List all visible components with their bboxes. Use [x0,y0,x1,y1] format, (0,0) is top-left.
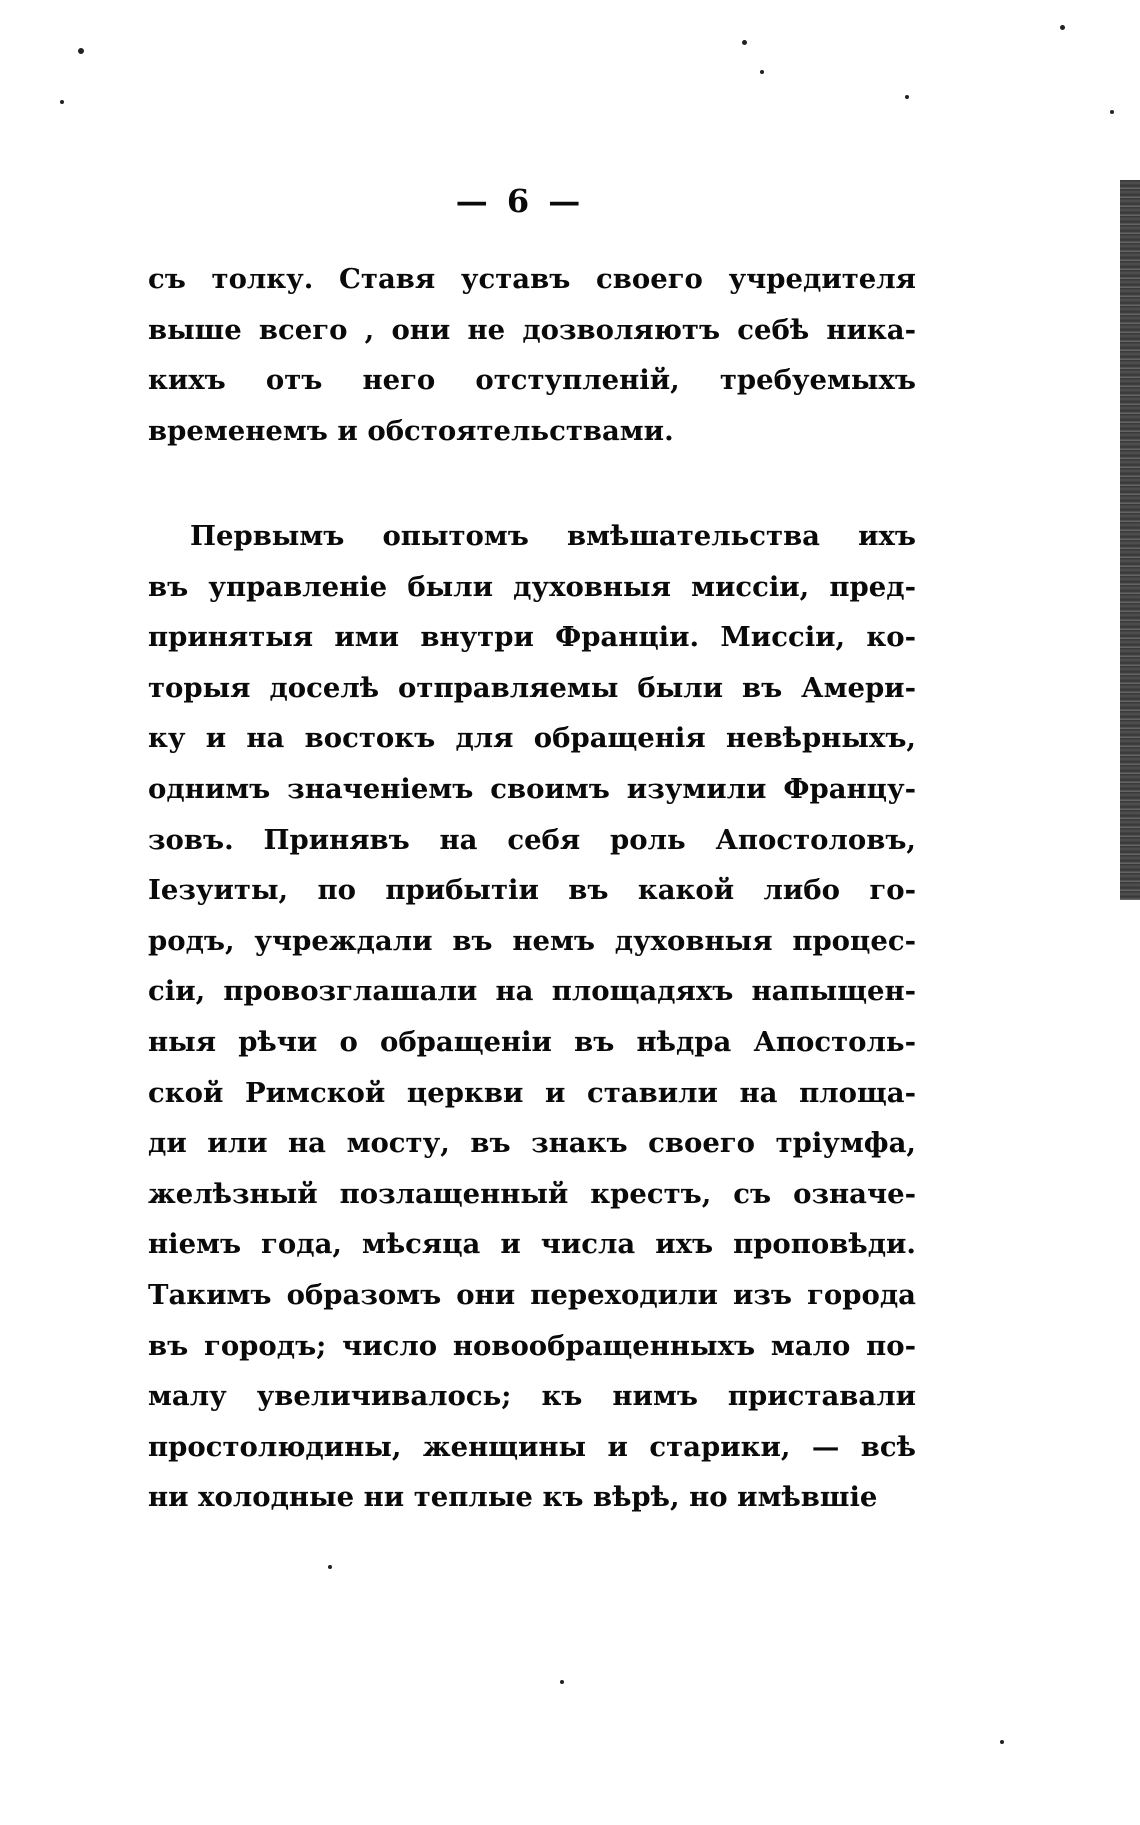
text-line: ніемъ года, мѣсяца и числа ихъ проповѣди. [148,1228,916,1261]
text-line: простолюдины, женщины и старики, — всѣ [148,1430,916,1463]
text-line: зовъ. Принявъ на себя роль Апостоловъ, [148,823,916,856]
scan-speck [560,1680,564,1684]
text-line: ской Римской церкви и ставили на площа- [148,1076,916,1109]
scan-speck [78,48,84,54]
text-line: сіи, провозглашали на площадяхъ напыщен- [148,975,916,1008]
scan-speck [1000,1740,1004,1744]
scan-speck [905,95,909,99]
scan-speck [1110,110,1114,114]
text-line: ди или на мосту, въ знакъ своего тріумфа, [148,1127,916,1160]
scan-speck [742,40,747,45]
text-line: ныя рѣчи о обращеніи въ нѣдра Апостоль- [148,1025,916,1058]
text-line: Первымъ опытомъ вмѣшательства ихъ [190,520,916,552]
text-line: ку и на востокъ для обращенія невѣрныхъ, [148,722,916,755]
text-line: желѣзный позлащенный крестъ, съ означе- [148,1177,916,1210]
text-line: временемъ и обстоятельствами. [148,414,674,447]
text-line: кихъ отъ него отступленій, требуемыхъ [148,364,916,397]
text-line: въ управленіе были духовныя миссіи, пред- [148,570,916,603]
text-line: Такимъ образомъ они переходили изъ города [148,1278,916,1311]
text-line: Іезуиты, по прибытіи въ какой либо го- [148,874,916,907]
paragraph-2 [148,511,916,1523]
text-line: родъ, учреждали въ немъ духовныя процес- [148,924,916,957]
text-line: въ городъ; число новообращенныхъ мало по- [148,1329,916,1362]
scan-speck [328,1565,332,1569]
paragraph-1 [148,254,916,456]
scan-speck [1060,25,1065,30]
text-line: съ толку. Ставя уставъ своего учредителя [148,263,916,295]
text-line: малу увеличивалось; къ нимъ приставали [148,1380,916,1413]
text-line: однимъ значеніемъ своимъ изумили Францу- [148,772,916,805]
scan-edge-shadow [1120,180,1140,900]
text-line: выше всего , они не дозволяютъ себѣ ника- [148,313,916,346]
scan-speck [60,100,64,104]
scan-speck [760,70,764,74]
text-line: торыя доселѣ отправляемы были въ Амери- [148,671,916,704]
text-line: принятыя ими внутри Франціи. Миссіи, ко- [148,621,916,654]
text-line: ни холодные ни теплые къ вѣрѣ, но имѣвшіе [148,1481,878,1514]
page-number: — 6 — [455,182,585,220]
